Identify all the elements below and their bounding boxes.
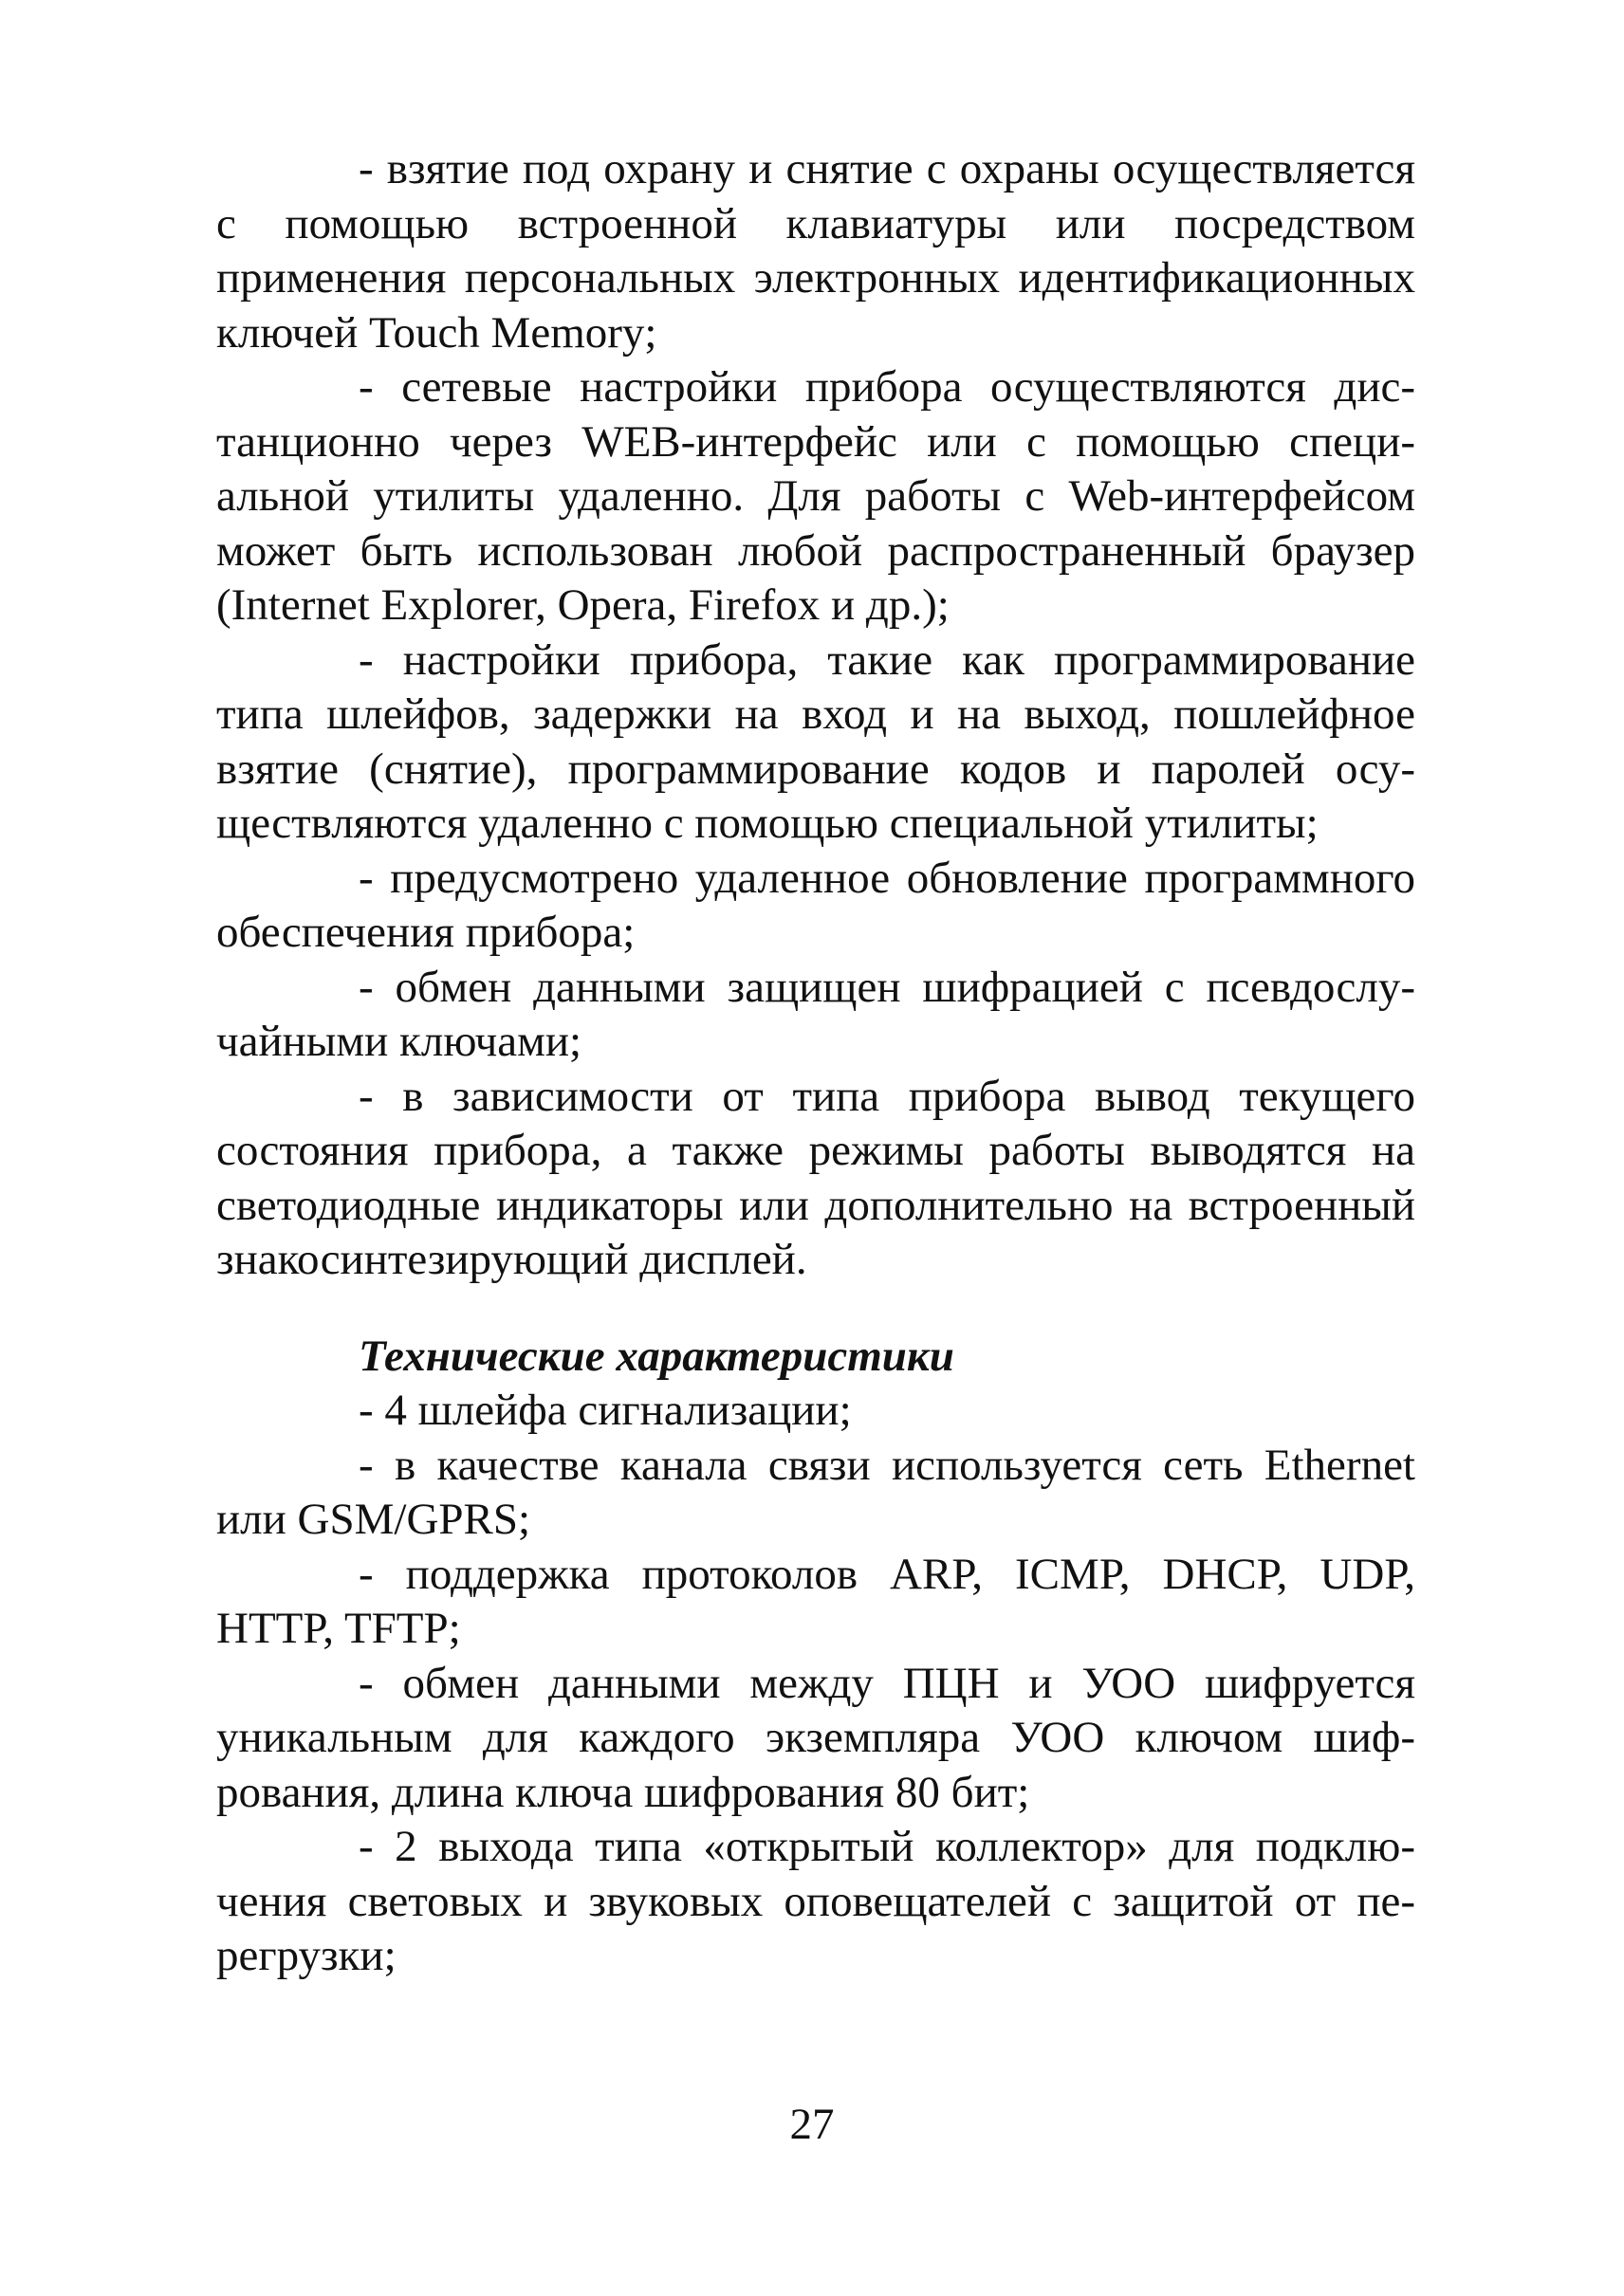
paragraph-device-settings: - настройки прибора, такие как программирование типа шлейфов, задержки на вход и на выход, пошлейфное взятие (снятие), программирование кодов и паролей осуществляются удаленно с помощью специальной утилиты;: [216, 634, 1415, 848]
paragraph-encryption: - обмен данными защищен шифрацией с псевдослучайными ключами;: [216, 962, 1415, 1066]
spec-item-key-encryption: - обмен данными между ПЦН и УОО шифруется уникальным для каждого экземпляра УОО ключом шифрования, длина ключа шифрования 80 бит;: [216, 1658, 1415, 1817]
paragraph-firmware-update: - предусмотрено удаленное обновление программного обеспечения прибора;: [216, 853, 1415, 957]
spec-item-outputs: - 2 выхода типа «открытый коллектор» для подключения световых и звуковых оповещателей с защитой от перегрузки;: [216, 1822, 1415, 1980]
spec-item-channel: - в качестве канала связи используется сеть Ethernet или GSM/GPRS;: [216, 1440, 1415, 1544]
section-heading: Технические характеристики: [359, 1331, 954, 1381]
paragraph-indicators: - в зависимости от типа прибора вывод текущего состояния прибора, а также режимы работы выводятся на светодиодные индикаторы или дополнительно на встроенный знакосинтезирующий дисплей.: [216, 1071, 1415, 1284]
paragraph-arming: - взятие под охрану и снятие с охраны осуществляется с помощью встроенной клавиатуры или посредством применения персональных электронных идентификационных ключей Touch Memory;: [216, 144, 1415, 358]
spec-item-protocols: - поддержка протоколов ARP, ICMP, DHCP, UDP, HTTP, TFTP;: [216, 1549, 1415, 1653]
paragraph-network-settings: - сетевые настройки прибора осуществляются дистанционно через WEB-интерфейс или с помощью специальной утилиты удаленно. Для работы с Web-интерфейсом может быть использован любой распространенный браузер (Internet Explorer, Opera, Firefox и др.);: [216, 362, 1415, 630]
body-text: [216, 142, 1415, 1984]
spec-item-loops: - 4 шлейфа сигнализации;: [359, 1386, 852, 1435]
page-number: 27: [789, 2100, 835, 2149]
